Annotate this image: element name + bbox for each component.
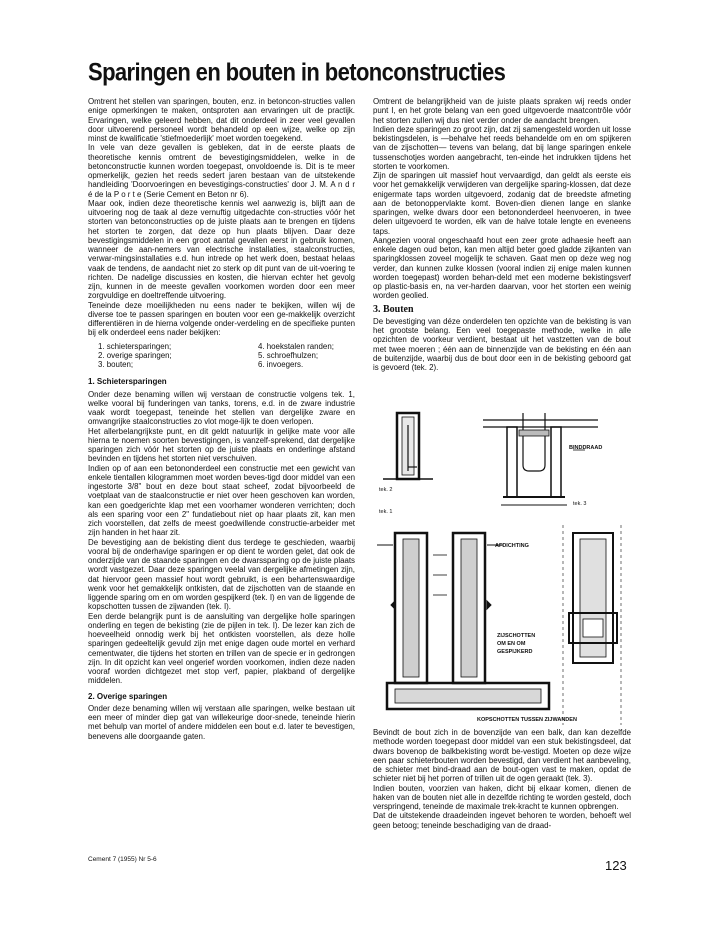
section-heading: 3. Bouten <box>373 303 414 315</box>
paragraph: De bevestiging aan de bekisting dient dus terdege te geschieden, waarbij vooral bij de onderhavige sparingen er op dient te worden gelet, dat ook de onderzijde van de staande sparingen en de dwarssparing op de juiste plaats wordt vastgezet. Daar deze sparingen veelal van dergelijke afmetingen zijn, dat hiervoor geen massief hout wordt gebruikt, is een behartenswaardige wenk voor het gemakkelijk ontkisten, dat de zijschotten van de staande en liggende sparing om en om worden gespijkerd (tek. I) en van de liggende de kopschotten tussen de zijwanden (tek. I). <box>88 537 355 612</box>
list-item: 4. hoekstalen randen; <box>258 341 334 351</box>
figure-label-binddraad: BINDDRAAD <box>569 445 603 451</box>
paragraph: Indien deze sparingen zo groot zijn, dat zij samengesteld worden uit losse bekistingsdelen, is —behalve het reeds behandelde om en om spijkeren van de zijschotten— tevens van belang, dat bij lange sparingen enkele tussenschotjes worden aangebracht, ten-einde het indrukken tijdens het storten te voorkomen. <box>373 124 631 171</box>
paragraph: Omtrent de belangrijkheid van de juiste plaats spraken wij reeds onder punt I, en het grote belang van een goed uitgevoerde maatcontrôle vóór het storten zullen wij dus niet verder onder de aandacht brengen. <box>373 97 631 125</box>
section-heading: 2. Overige sparingen <box>88 691 168 701</box>
list-item: 3. bouten; <box>98 360 134 369</box>
paragraph: Het allerbelangrijkste punt, en dit geldt natuurlijk in gelijke mate voor alle hierna te noemen soorten bevestigingen, is vanzelf-sprekend, dat dergelijke sparingen zich vóór het storten op de juiste plaats en onderlinge afstand bevinden en tijdens het storten niet verschuiven. <box>88 426 355 464</box>
list-item: 6. invoegers. <box>258 360 304 369</box>
list-item: 1. schietersparingen; <box>98 341 172 351</box>
section-heading: 1. Schietersparingen <box>88 377 167 387</box>
paragraph: Indien bouten, voorzien van haken, dicht bij elkaar komen, dienen de haken van de bouten niet alle in dezelfde richting te worden gesteld, doch verspringend, teneinde de maximale trek-kracht te kunnen opbrengen. <box>373 783 631 811</box>
figure-label-tek1: tek. 1 <box>379 509 393 515</box>
paragraph: Indien op of aan een betononderdeel een constructie met een gewicht van enkele tientallen kilogrammen moet worden beves-tigd door middel van een ingestorte 3/8" bout en deze bout staat scheef, zodat bijvoorbeeld de voetplaat van de staalconstructie er niet over heen geschoven kan worden, kan een goedgerichte klap met een voorhamer wonderen verrichten; doch als een sparing voor een 2" fundatiebout niet op haar plaats zit, kan men zich voorstellen, dat zelfs de meest goedwillende constructie-arbeider met zijn handen in het haar zit. <box>88 463 355 538</box>
figure-label-afdichting: AFDICHTING <box>495 543 529 549</box>
paragraph: Teneinde deze moeilijkheden nu eens nader te bekijken, willen wij de diverse toe te passen sparingen en bouten voor een ge-makkelijk overzicht differentiëren in de hierna volgende onder-verdeling en de specifieke punten bij elk onderdeel eens nader bekijken: <box>88 300 355 338</box>
paragraph: Bevindt de bout zich in de bovenzijde van een balk, dan kan dezelfde methode worden toegepast door middel van een stuk bekistingsdeel, dat dwars bovenop de balkbekisting wordt be-vestigd. Moeten op deze wijze een paar schieterbouten worden bevestigd, dan verdient het aanbeveling, de schieter met bind-draad aan de bout-ogen vast te maken, opdat de schieter niet bij het porren of trillen uit de ogen geraakt (tek. 3). <box>373 728 631 784</box>
enumeration-list <box>98 342 355 370</box>
list-item: 5. schroefhulzen; <box>258 350 319 360</box>
paragraph: Onder deze benaming willen wij verstaan de constructie volgens tek. 1, welke vooral bij funderingen van tanks, torens, e.d. in de zware industrie vaak wordt toegepast, teneinde het stellen van dergelijke zware en omvangrijke staalconstructies zo vlot moge-lijk te doen verlopen. <box>88 389 355 427</box>
paragraph: Zijn de sparingen uit massief hout vervaardigd, dan geldt als eerste eis voor het gemakkelijk verwijderen van dergelijke sparing-klossen, dat deze enigermate taps worden uitgevoerd, zodanig dat de breedste afmeting aan de betonoppervlakte komt. Boven-dien dienen lange en slanke sparingen, welke dwars door een betononderdeel heenvoeren, in twee delen uitgevoerd te worden, elk van de halve totale lengte en eveneens taps. <box>373 171 631 236</box>
left-column <box>88 97 355 741</box>
paragraph: Een derde belangrijk punt is de aansluiting van dergelijke holle sparingen onderling en tegen de bekisting (zie de pijlen in tek. I). De lezer kan zich de hoeveelheid onnodig werk bij het ontkisten voorstellen, als deze holle sparingen gedeeltelijk gevuld zijn met enige dagen oude mortel en verhard cementwater, die tijdens het storten en trillen van de specie er in gedrongen zijn. In dit opzicht kan veel ongerief worden voorkomen, indien deze naden vooraf worden dichtgezet met stop verf, papier, plakband of dergelijke middelen. <box>88 611 355 686</box>
drawing-tek-2 <box>383 413 433 479</box>
figure-label-kopschotten: KOPSCHOTTEN TUSSEN ZIJWANDEN <box>477 717 577 723</box>
paragraph: Maar ook, indien deze theoretische kennis wel aanwezig is, blijft aan de uitvoering nog de taak al deze vernuftig uitgedachte con-structies vóór het storten van betonconstructies op de juiste plaats aan te brengen en tijdens het storten te zorgen, dat deze op hun plaats blijven. Daar deze bevestigingsmiddelen in een groot aantal gevallen eerst in gebruik komen, wanneer de aan-nemers van electrische installaties, staalconstructies, verwar-mingsinstallaties e.d. hun intrede op het werk doen, bestaat helaas vaak de tendens, de aandacht niet zo sterk op dit punt van de uit-voering te richten. De nadelige discussies en kosten, die hiervan echter het gevolg zijn, kunnen in de meeste gevallen voorkomen worden door een meer zorgvuldige en doeltreffende uitvoering. <box>88 198 355 301</box>
right-column-bottom <box>373 728 631 830</box>
paragraph: De bevestiging van déze onderdelen ten opzichte van de bekisting is van het grootste belang. Een veel toegepaste methode, welke in alle opzichten de voorkeur verdient, bestaat uit het vastzetten van de bout met twee moeren ; één aan de binnenzijde van de bekisting en één aan de buitenzijde, waarbij dus de bout door een in de bekisting geboord gat is gevoerd (tek. 2). <box>373 316 631 372</box>
right-column <box>373 97 631 372</box>
figure-label-tek2: tek. 2 <box>379 487 393 493</box>
construction-drawings-figure <box>373 405 631 730</box>
paragraph: Omtrent het stellen van sparingen, bouten, enz. in betoncon-structies vallen enige opmerkingen te maken, ontsproten aan ervaringen uit de practijk. Ervaringen, welke geleerd hebben, dat dit onderdeel in zeer veel gevallen door uitvoerend personeel wordt behandeld op een wijze, welke op zijn minst de kwalificatie 'stiefmoederlijk' moet worden toegekend. <box>88 97 355 143</box>
list-item: 2. overige sparingen; <box>98 350 172 360</box>
figure-label-tek3: tek. 3 <box>573 501 587 507</box>
footer-source: Cement 7 (1955) Nr 5-6 <box>88 856 157 863</box>
paragraph: Aangezien vooral ongeschaafd hout een zeer grote adhaesie heeft aan enkele dagen oud beton, kan men altijd beter goed gladde zijkanten van sparingklossen zoveel mogelijk te schaven. Gaat men op deze weg nog verder, dan kunnen zulke klossen (vooral indien zij enige malen kunnen worden toegepast) worden behan-deld met een moderne bekistingsverf op plastic-basis en, na ver-harden daarvan, voor het storten een weinig worden geolied. <box>373 235 631 301</box>
figure-label-zijschotten: ZIJSCHOTTEN <box>497 633 536 639</box>
figure-label-om-en-om: OM EN OM <box>497 641 526 647</box>
page-number: 123 <box>605 858 627 873</box>
paragraph: Dat de uitstekende draadeinden ingevet behoren te worden, behoeft wel geen betoog; teneinde beschadiging van de draad- <box>373 811 631 830</box>
drawing-tek-1 <box>377 525 621 725</box>
drawing-tek-3 <box>483 413 598 505</box>
figure-label-gespijkerd: GESPIJKERD <box>497 649 533 655</box>
paragraph: In vele van deze gevallen is gebleken, dat in de eerste plaats de theoretische kennis omtrent de bevestigingsmiddelen, welke in de betonconstructie kunnen worden toegepast, onvoldoende is. Dit is te meer opmerkelijk, gezien het reeds sedert jaren bestaan van de uitstekende handleiding 'Doorvoeringen en bevestigings-constructies' door J. M. A n d r é de la P o r t e (Serie Cement en Beton nr 6). <box>88 143 355 199</box>
page-title: Sparingen en bouten in betonconstructies <box>88 58 506 86</box>
paragraph: Onder deze benaming willen wij verstaan alle sparingen, welke bestaan uit een meer of minder diep gat van willekeurige door-snede, teneinde hierin met behulp van mortel of andere middelen een bout e.d. later te bevestigen, benevens alle doorgaande gaten. <box>88 703 355 741</box>
